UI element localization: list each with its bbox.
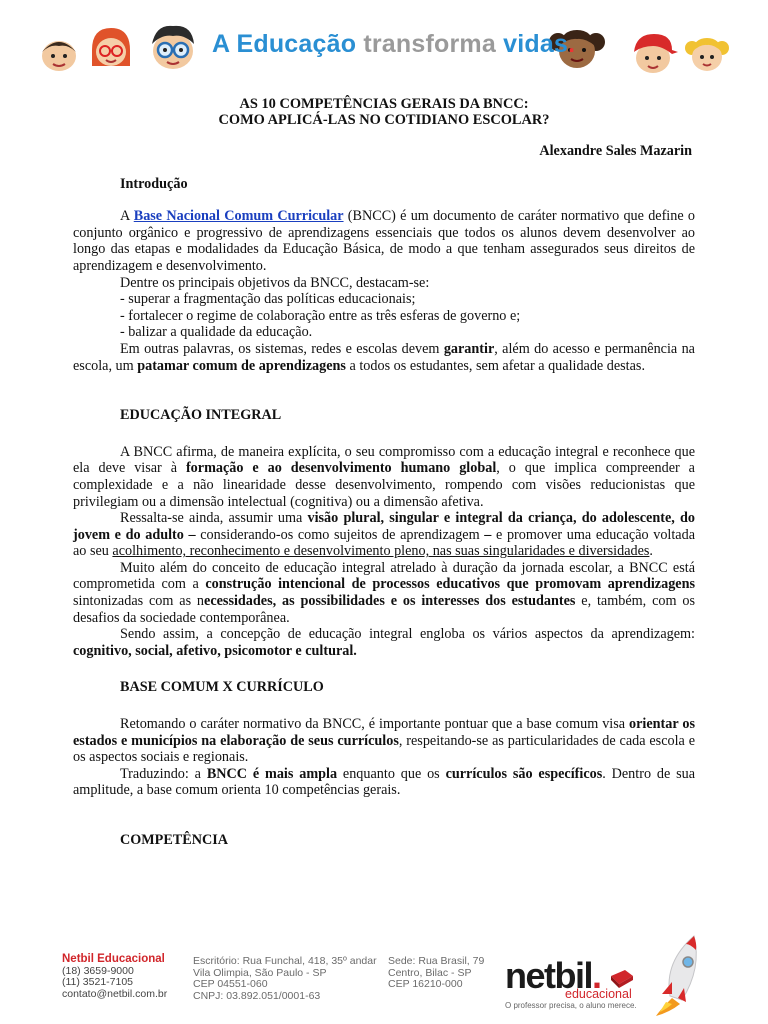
address-line: Sede: Rua Brasil, 79 (388, 955, 485, 967)
footer-office-address (193, 956, 377, 1002)
address-line: CEP 16210-000 (388, 978, 463, 991)
kid-face-icon (146, 22, 200, 74)
logo-subtitle: educacional (565, 987, 632, 1001)
ei-paragraph-3 (73, 560, 695, 626)
tagline-transforma: transforma (363, 30, 504, 58)
ei-paragraph-2 (73, 510, 695, 560)
text-span: . (649, 543, 653, 560)
bncc-link[interactable]: Base Nacional Comum Curricular (133, 208, 344, 225)
underlined-text: acolhimento, reconhecimento e desenvolvimento pleno, nas suas singularidades e diversidades (112, 543, 650, 560)
rocket-icon (650, 932, 708, 1018)
kid-face-icon (628, 30, 678, 76)
intro-paragraph-2: Dentre os principais objetivos da BNCC, destacam-se: (120, 274, 430, 291)
text-span: Muito além do conceito de educação integral atrelado à duração da jornada escolar, a BNCC está comprometida com a (73, 559, 695, 593)
text-span: , o que implica compreender a complexidade e a não linearidade desse desenvolvimento, rompendo com visões reducionistas que privilegiam ou a dimensão intelectual (cognitiva) ou a dimensão afetiva. (73, 460, 695, 510)
bc-paragraph-2 (73, 766, 695, 799)
text-span: sintonizadas com as n (73, 593, 205, 610)
tagline-a: A (212, 30, 237, 58)
bold-text: cognitivo, social, afetivo, psicomotor e cultural. (73, 642, 357, 659)
footer-phone-2: (11) 3521-7105 (62, 976, 134, 989)
bold-text: orientar os estados e municípios na elaboração de seus currículos (73, 716, 695, 749)
bc-paragraph-1 (73, 716, 695, 766)
title-line-1: AS 10 COMPETÊNCIAS GERAIS DA BNCC: (239, 96, 529, 112)
text-span: Retomando o caráter normativo da BNCC, é importante pontuar que a base comum visa (120, 716, 630, 733)
netbil-logo (505, 955, 637, 1011)
footer-email[interactable]: contato@netbil.com.br (62, 987, 168, 1000)
address-line: Escritório: Rua Funchal, 418, 35º andar (193, 955, 377, 967)
bold-text: BNCC é mais ampla (206, 765, 338, 782)
header-tagline (212, 30, 575, 59)
address-line: CNPJ: 03.892.051/0001-63 (193, 989, 321, 1002)
text-span: e, também, com os desafios da sociedade contemporânea. (73, 593, 695, 626)
document-title (73, 96, 695, 128)
kid-face-icon (38, 34, 80, 74)
tagline-educacao: Educação (236, 30, 364, 58)
text-span: a todos os estudantes, sem afetar a qualidade destas. (345, 357, 645, 374)
footer-phone-1: (18) 3659-9000 (62, 964, 134, 977)
text-span: considerando-os como sujeitos de aprendizagem (195, 526, 485, 543)
author-name: Alexandre Sales Mazarin (539, 143, 692, 159)
list-item: - fortalecer o regime de colaboração entre as três esferas de governo e; (120, 307, 521, 324)
address-line: Vila Olimpia, São Paulo - SP (193, 966, 327, 979)
text-span: (BNCC) é um documento de caráter normativo que define o conjunto orgânico e progressivo de aprendizagens essenciais que todos os alunos devem desenvolver ao longo das etapas e modalidades da Educação Básica, de modo a que tenham assegurados seus direitos de aprendizagem e desenvolvimento. (73, 208, 695, 274)
bold-text: currículos são específicos (445, 765, 603, 782)
text-span: enquanto que os (337, 765, 446, 782)
tagline-dot: . (568, 30, 576, 58)
bold-text: patamar comum de aprendizagens (137, 357, 346, 374)
bold-text: visão plural, singular e integral da criança, do adolescente, do jovem e do adulto – (73, 510, 696, 543)
page-footer (0, 930, 768, 1024)
ei-paragraph-1 (73, 444, 695, 510)
address-line: CEP 04551-060 (193, 978, 268, 991)
text-span: , além do acesso e permanência na escola, um (73, 340, 695, 374)
text-span: , respeitando-se as particularidades de cada escola e os aspectos sociais e regionais. (73, 732, 695, 766)
logo-slogan: O professor precisa, o aluno merece. (505, 1001, 637, 1010)
section-heading-base-comum: BASE COMUM X CURRÍCULO (120, 679, 324, 696)
text-span: e promover uma educação voltada ao seu (73, 526, 695, 560)
bold-text: – (484, 526, 492, 543)
section-heading-educacao-integral: EDUCAÇÃO INTEGRAL (120, 407, 282, 424)
text-span: Em outras palavras, os sistemas, redes e escolas devem (120, 340, 444, 357)
bold-text: construção intencional de processos educativos que promovam aprendizagens (205, 576, 695, 593)
logo-wordmark: netbil (505, 955, 592, 996)
footer-hq-address (388, 956, 484, 991)
tagline-vidas: vidas (503, 30, 569, 58)
text-span: A BNCC afirma, de maneira explícita, o seu compromisso com a educação integral e reconhece que ela deve visar à (73, 443, 695, 477)
text-span: Traduzindo: a (120, 765, 207, 782)
kid-face-icon (88, 26, 134, 72)
section-heading-competencia: COMPETÊNCIA (120, 832, 228, 848)
text-span: . Dentro de sua amplitude, a base comum orienta 10 competências gerais. (73, 765, 696, 799)
intro-paragraph-1 (73, 208, 695, 274)
text-span: A (120, 208, 134, 225)
address-line: Centro, Bilac - SP (388, 966, 472, 979)
bold-text: ecessidades, as possibilidades e os interesses dos estudantes (204, 593, 576, 610)
title-line-2: COMO APLICÁ-LAS NO COTIDIANO ESCOLAR? (218, 112, 550, 128)
kid-face-icon (684, 34, 730, 74)
text-span: Ressalta-se ainda, assumir uma (120, 510, 308, 527)
list-item: - superar a fragmentação das políticas educacionais; (120, 291, 416, 308)
page-header (0, 0, 768, 88)
section-heading-introducao: Introdução (120, 175, 188, 192)
list-item: - balizar a qualidade da educação. (120, 324, 313, 341)
bold-text: formação e ao desenvolvimento humano global (185, 460, 497, 477)
footer-contact (62, 954, 167, 1000)
ei-paragraph-4 (73, 626, 695, 659)
logo-dot: . (592, 955, 601, 996)
document-body (73, 96, 695, 849)
intro-paragraph-3 (73, 341, 695, 374)
text-span: Sendo assim, a concepção de educação integral engloba os vários aspectos da aprendizagem: (120, 626, 695, 643)
footer-brand: Netbil Educacional (62, 953, 165, 965)
bold-text: garantir (443, 340, 495, 357)
